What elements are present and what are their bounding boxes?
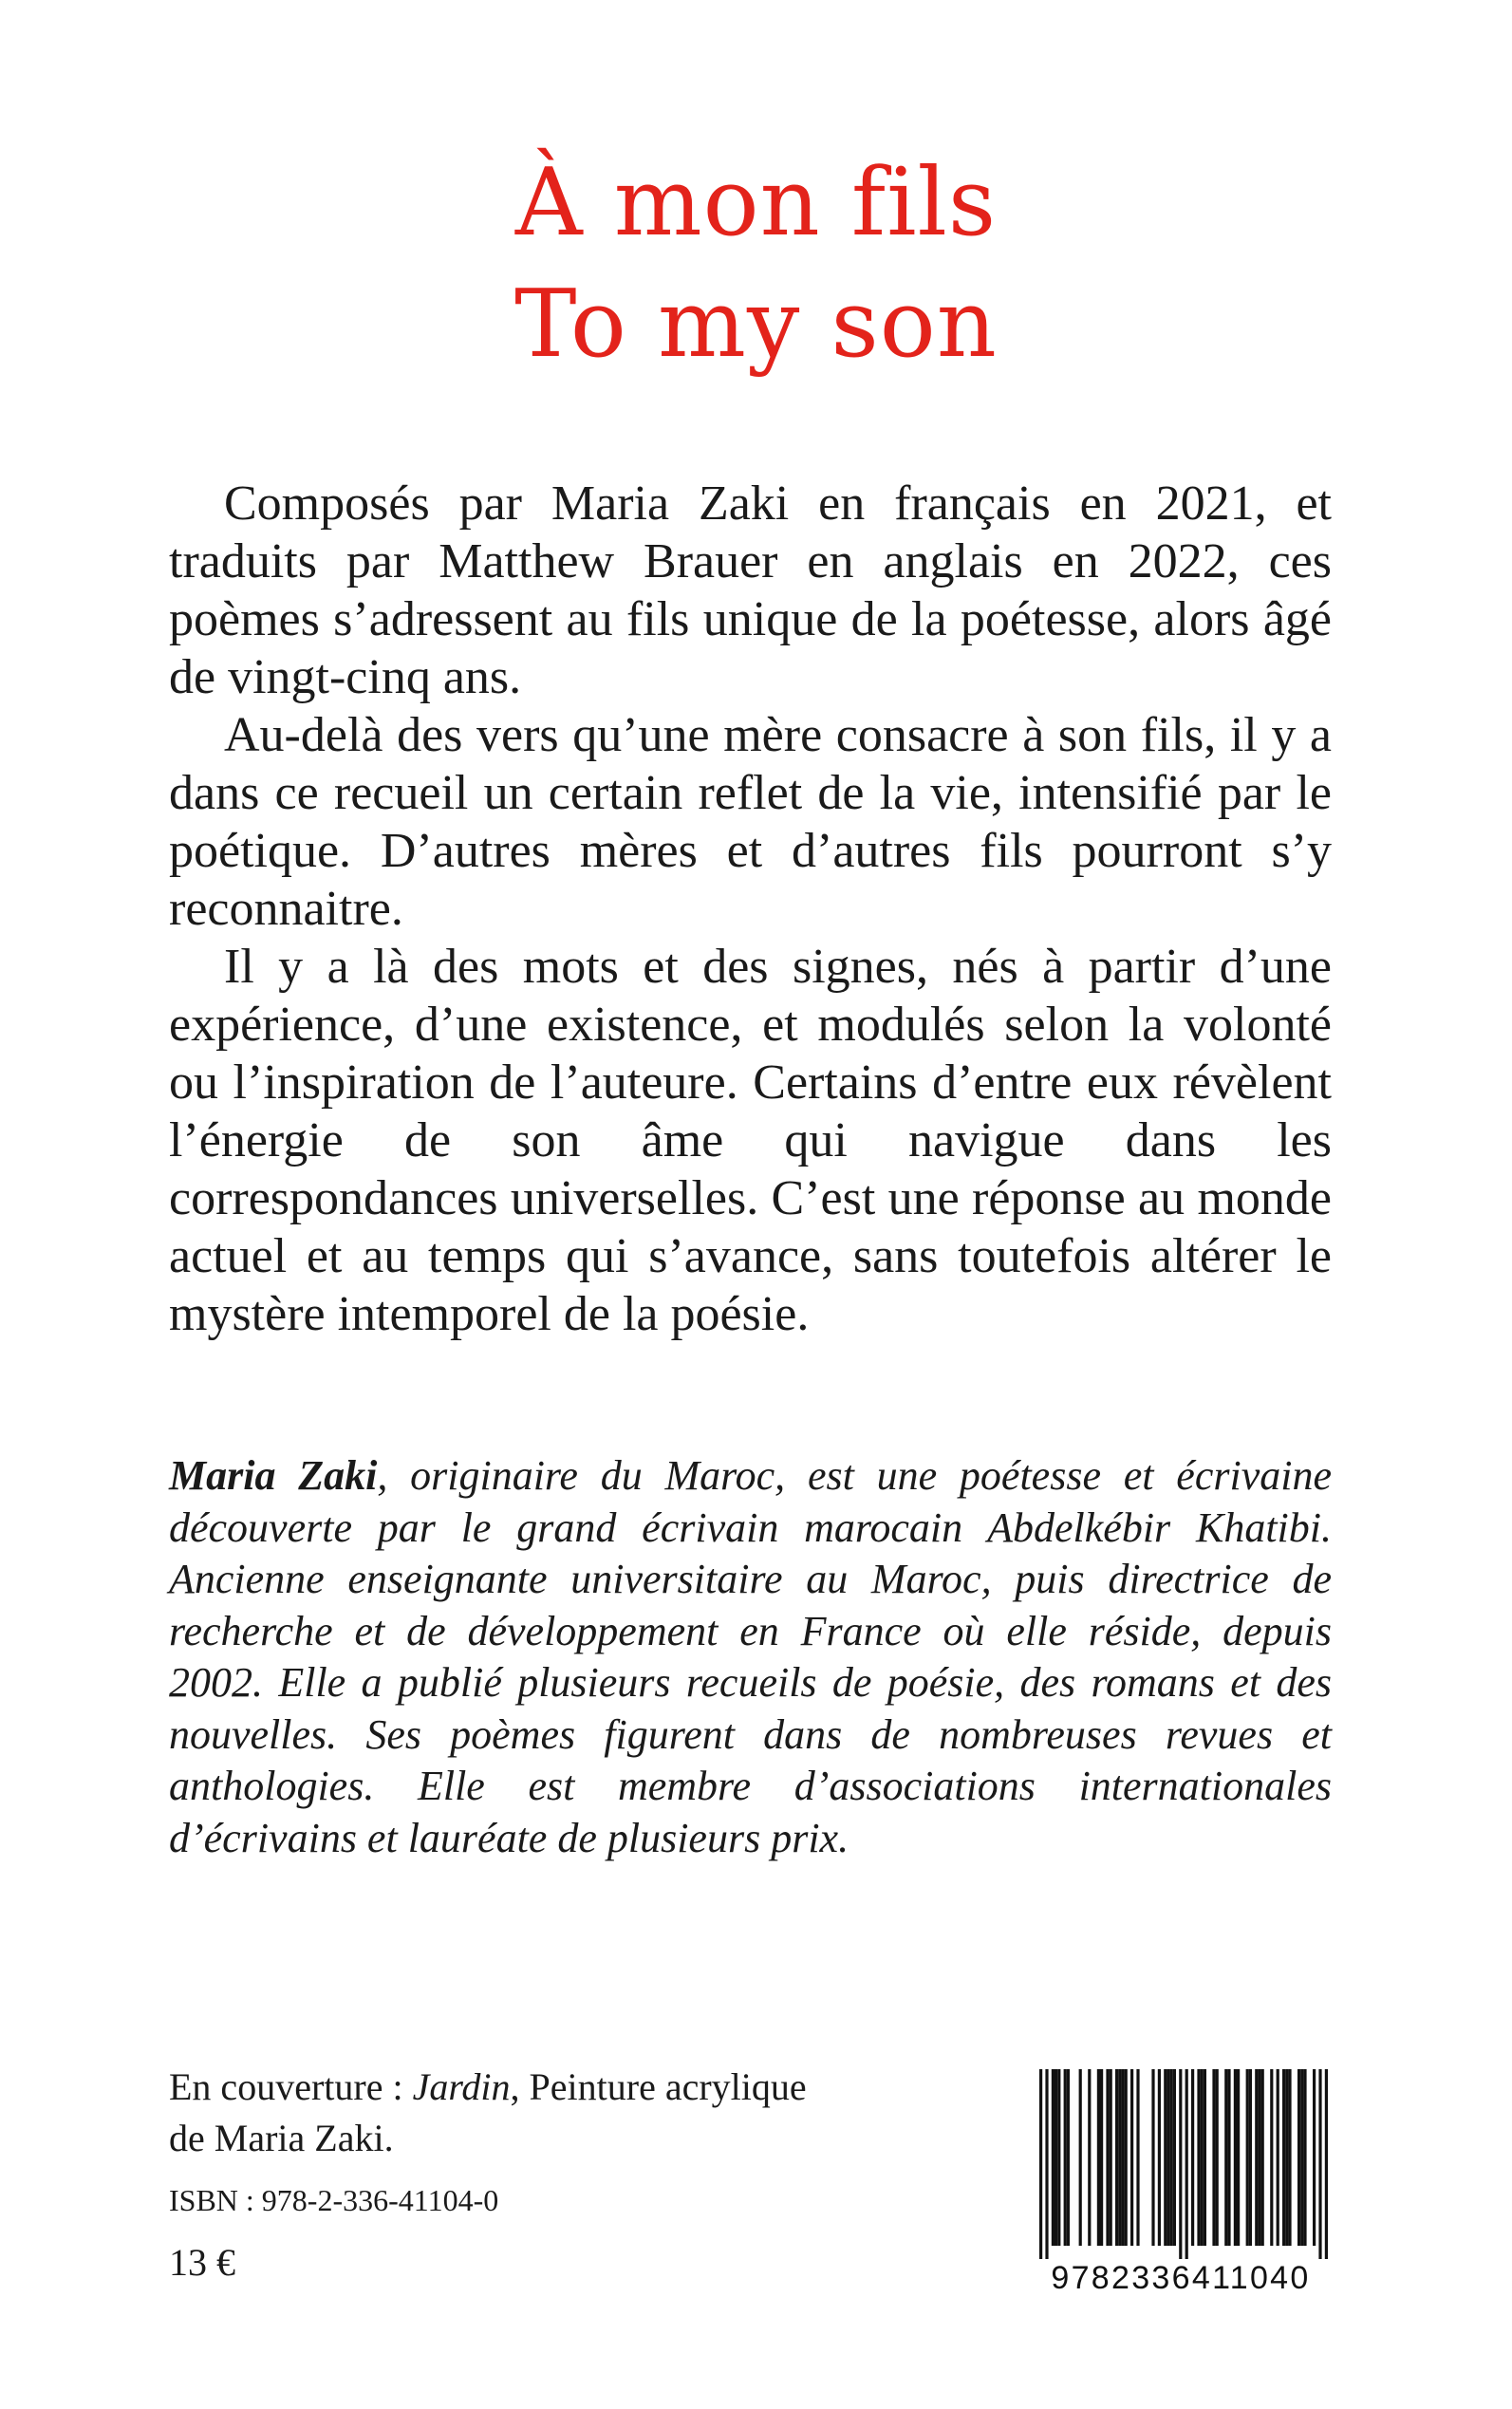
barcode-bar <box>1173 2069 1176 2246</box>
barcode-bar <box>1246 2069 1249 2246</box>
barcode-bar <box>1121 2069 1124 2246</box>
barcode-bar <box>1118 2069 1121 2246</box>
title-english: To my son <box>514 271 998 379</box>
barcode-bar <box>1300 2069 1303 2246</box>
barcode-bar <box>1170 2069 1173 2246</box>
credit-line-2: de Maria Zaki. <box>169 2117 394 2159</box>
barcode <box>1020 2069 1341 2297</box>
author-name: Maria Zaki <box>169 1452 378 1499</box>
barcode-bar <box>1261 2069 1264 2246</box>
barcode-bar <box>1277 2069 1279 2246</box>
author-bio <box>169 1450 1332 1864</box>
barcode-digits: 9782336411040 <box>1051 2260 1311 2296</box>
title-french: À mon fils <box>514 149 998 257</box>
barcode-bar <box>1167 2069 1169 2246</box>
credit-artwork: Jardin <box>412 2065 511 2108</box>
barcode-bar <box>1227 2069 1230 2246</box>
barcode-bar <box>1270 2069 1273 2246</box>
barcode-bar <box>1216 2069 1219 2246</box>
barcode-bar <box>1237 2069 1240 2246</box>
barcode-bar <box>1201 2069 1204 2246</box>
barcode-bar <box>1164 2069 1167 2246</box>
barcode-bars <box>1020 2069 1341 2259</box>
author-bio-text: , originaire du Maroc, est une poétesse et écrivaine découverte par le grand écrivain marocain Abdelkébir Khatibi. Ancienne enseignante universitaire au Maroc, puis directrice de recherche et de développement en France où elle réside, depuis 2002. Elle a publié plusieurs recueils de poésie, des romans et des nouvelles. Ses poèmes figurent dans de nombreuses revues et anthologies. Elle est membre d’associations internationales d’écrivains et lauréate de plusieurs prix. <box>169 1452 1332 1861</box>
barcode-bar <box>1057 2069 1060 2246</box>
barcode-bar <box>1151 2069 1154 2246</box>
barcode-bar <box>1303 2069 1306 2246</box>
barcode-bar <box>1179 2069 1182 2259</box>
barcode-bar <box>1288 2069 1291 2246</box>
isbn: ISBN : 978-2-336-41104-0 <box>169 2183 499 2217</box>
summary-paragraph-3: Il y a là des mots et des signes, nés à partir d’une expérience, d’une existence, et modulés selon la volonté ou l’inspiration de l’auteure. Certains d’entre eux révèlent l’énergie de son âme qui navigue dans les correspondances universelles. C’est une réponse au monde actuel et au temps qui s’avance, sans toutefois altérer le mystère intemporel de la poésie. <box>169 940 1332 1341</box>
barcode-bar <box>1067 2069 1070 2246</box>
barcode-bar <box>1258 2069 1260 2246</box>
summary-paragraph-1: Composés par Maria Zaki en français en 2021, et traduits par Matthew Brauer en anglais en 2022, ces poèmes s’adressent au fils unique de la poétesse, alors âgé de vingt-cinq ans. <box>169 476 1332 704</box>
barcode-bar <box>1234 2069 1237 2246</box>
barcode-bar <box>1297 2069 1300 2246</box>
barcode-bar <box>1325 2069 1328 2259</box>
barcode-bar <box>1204 2069 1206 2246</box>
book-summary <box>169 475 1332 1343</box>
barcode-bar <box>1130 2069 1133 2246</box>
barcode-bar <box>1115 2069 1118 2246</box>
credit-prefix: En couverture : <box>169 2065 413 2108</box>
book-title <box>0 142 1512 385</box>
barcode-bar <box>1110 2069 1112 2246</box>
barcode-bar <box>1079 2069 1082 2246</box>
barcode-bar <box>1055 2069 1057 2246</box>
barcode-bar <box>1313 2069 1316 2246</box>
barcode-bar <box>1318 2069 1321 2259</box>
barcode-bar <box>1255 2069 1258 2246</box>
barcode-bar <box>1100 2069 1103 2246</box>
summary-paragraph-2: Au-delà des vers qu’une mère consacre à son fils, il y a dans ce recueil un certain reflet de la vie, intensifié par le poétique. D’autres mères et d’autres fils pourront s’y reconnaitre. <box>169 708 1332 936</box>
barcode-bar <box>1088 2069 1091 2246</box>
barcode-bar <box>1158 2069 1161 2246</box>
barcode-bar <box>1191 2069 1194 2246</box>
barcode-bar <box>1106 2069 1109 2246</box>
barcode-bar <box>1212 2069 1215 2246</box>
barcode-bar <box>1064 2069 1067 2246</box>
barcode-bar <box>1197 2069 1200 2246</box>
barcode-bar <box>1185 2069 1188 2259</box>
barcode-bar <box>1136 2069 1139 2246</box>
barcode-bar <box>1285 2069 1288 2246</box>
barcode-bar <box>1224 2069 1227 2246</box>
barcode-bar <box>1039 2069 1042 2259</box>
cover-credit <box>169 2062 807 2164</box>
barcode-bar <box>1097 2069 1100 2246</box>
barcode-bar <box>1249 2069 1252 2246</box>
barcode-bar <box>1052 2069 1055 2246</box>
barcode-bar <box>1045 2069 1048 2259</box>
barcode-bar <box>1282 2069 1285 2246</box>
barcode-bar <box>1125 2069 1128 2246</box>
credit-suffix: , Peinture acrylique <box>510 2065 807 2108</box>
price: 13 € <box>169 2241 235 2284</box>
